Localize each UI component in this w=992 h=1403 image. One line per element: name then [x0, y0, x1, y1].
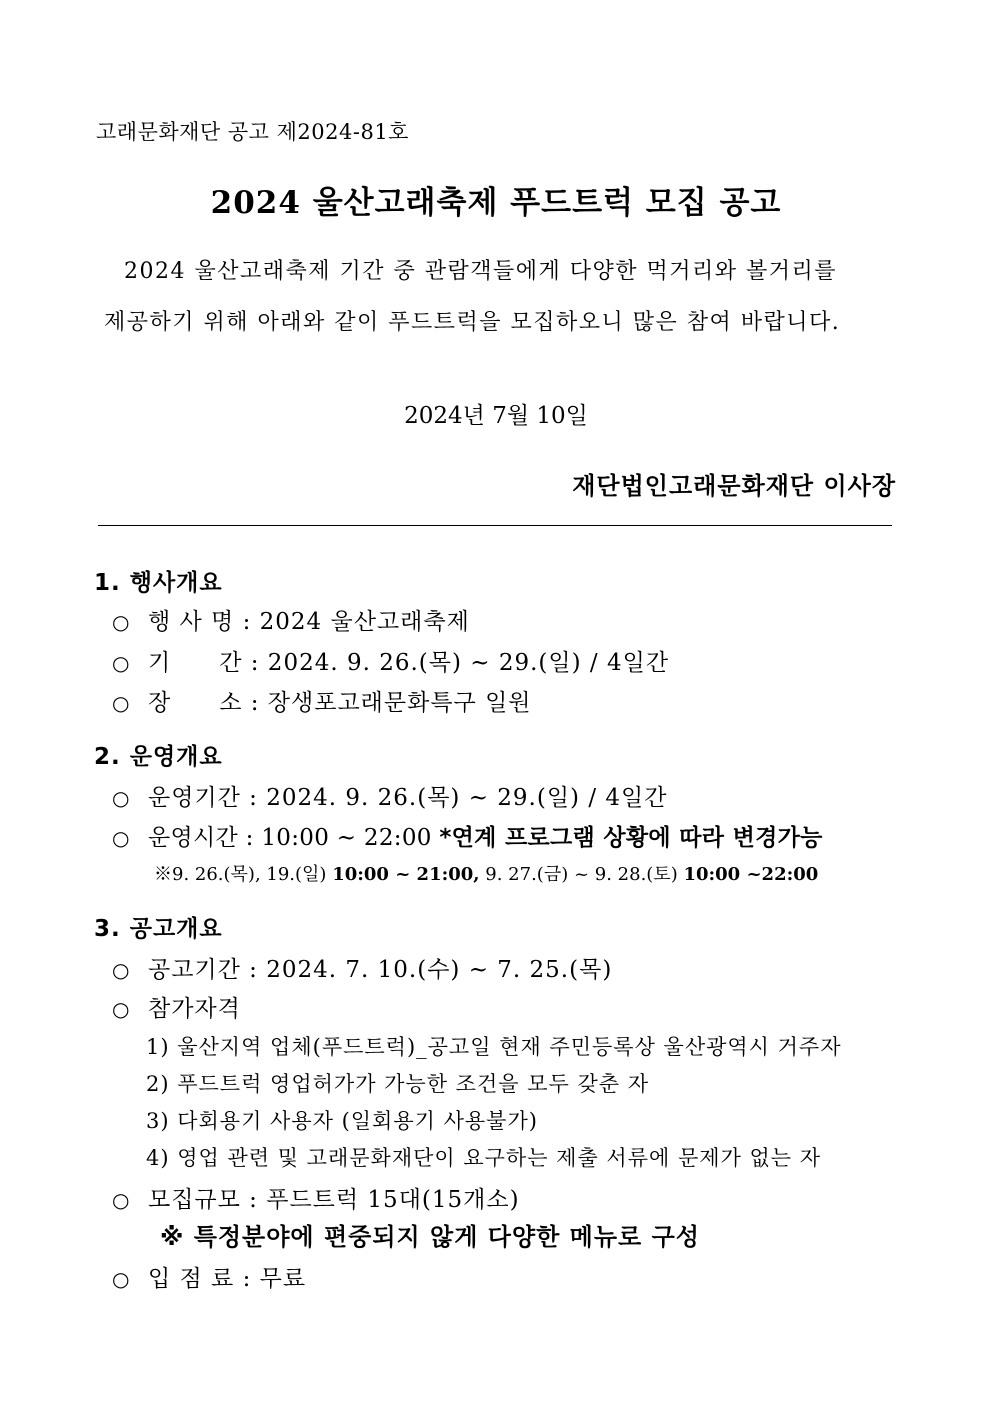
notice-date: 2024년 7월 10일 [404, 403, 588, 429]
issuer: 재단법인고래문화재단 이사장 [572, 472, 896, 500]
entry-fee: 입 점 료 : 무료 [148, 1266, 307, 1292]
section-heading-operation: 2. 운영개요 [94, 744, 223, 770]
bullet-icon: ○ [112, 610, 131, 634]
operation-hours-note: *연계 프로그램 상황에 따라 변경가능 [439, 825, 823, 851]
list-item [112, 603, 470, 636]
eligibility-item: 3) 다회용기 사용자 (일회용기 사용불가) [146, 1109, 538, 1133]
menu-diversity-note: ※ 특정분야에 편중되지 않게 다양한 메뉴로 구성 [160, 1223, 700, 1251]
operation-hours: 운영시간 : 10:00 ~ 22:00 [148, 825, 440, 851]
intro-line-1: 2024 울산고래축제 기간 중 관람객들에게 다양한 먹거리와 볼거리를 [124, 259, 837, 284]
list-item [112, 819, 823, 852]
list-item [112, 779, 667, 812]
schedule-note-time: 10:00 ~22:00 [683, 864, 819, 885]
bullet-icon: ○ [112, 651, 131, 675]
list-item [112, 990, 241, 1023]
section-heading-notice: 3. 공고개요 [94, 916, 223, 942]
schedule-note [154, 860, 818, 886]
section-heading-overview: 1. 행사개요 [94, 570, 223, 596]
list-item [112, 1260, 306, 1293]
list-item [112, 1181, 520, 1214]
operation-period: 운영기간 : 2024. 9. 26.(목) ~ 29.(일) / 4일간 [148, 785, 668, 811]
schedule-note-part: ※9. 26.(목), 19.(일) [154, 864, 333, 885]
list-item [112, 951, 612, 984]
eligibility-item: 4) 영업 관련 및 고래문화재단이 요구하는 제출 서류에 문제가 없는 자 [146, 1146, 822, 1170]
divider [98, 525, 892, 526]
event-location: 장 소 : 장생포고래문화특구 일원 [148, 690, 532, 716]
bullet-icon: ○ [112, 826, 130, 850]
recruit-scale: 모집규모 : 푸드트럭 15대(15개소) [148, 1187, 520, 1213]
bullet-icon: ○ [112, 1188, 131, 1212]
list-item [112, 644, 669, 677]
intro-line-2: 제공하기 위해 아래와 같이 푸드트럭을 모집하오니 많은 참여 바랍니다. [104, 310, 841, 335]
notice-number: 고래문화재단 공고 제2024-81호 [96, 120, 409, 144]
page-title: 2024 울산고래축제 푸드트럭 모집 공고 [210, 185, 782, 221]
bullet-icon: ○ [112, 786, 131, 810]
schedule-note-time: 10:00 ~ 21:00, [332, 864, 480, 885]
list-item [112, 684, 532, 717]
notice-period: 공고기간 : 2024. 7. 10.(수) ~ 7. 25.(목) [148, 957, 613, 983]
eligibility-label: 참가자격 [148, 996, 241, 1022]
event-period: 기 간 : 2024. 9. 26.(목) ~ 29.(일) / 4일간 [148, 650, 670, 676]
event-name: 행 사 명 : 2024 울산고래축제 [148, 609, 470, 635]
eligibility-item: 2) 푸드트럭 영업허가가 가능한 조건을 모두 갖춘 자 [146, 1072, 649, 1096]
bullet-icon: ○ [112, 1267, 131, 1291]
bullet-icon: ○ [112, 691, 131, 715]
schedule-note-part: 9. 27.(금) ~ 9. 28.(토) [479, 864, 684, 885]
eligibility-item: 1) 울산지역 업체(푸드트럭)_공고일 현재 주민등록상 울산광역시 거주자 [146, 1035, 842, 1059]
bullet-icon: ○ [112, 997, 131, 1021]
bullet-icon: ○ [112, 958, 131, 982]
